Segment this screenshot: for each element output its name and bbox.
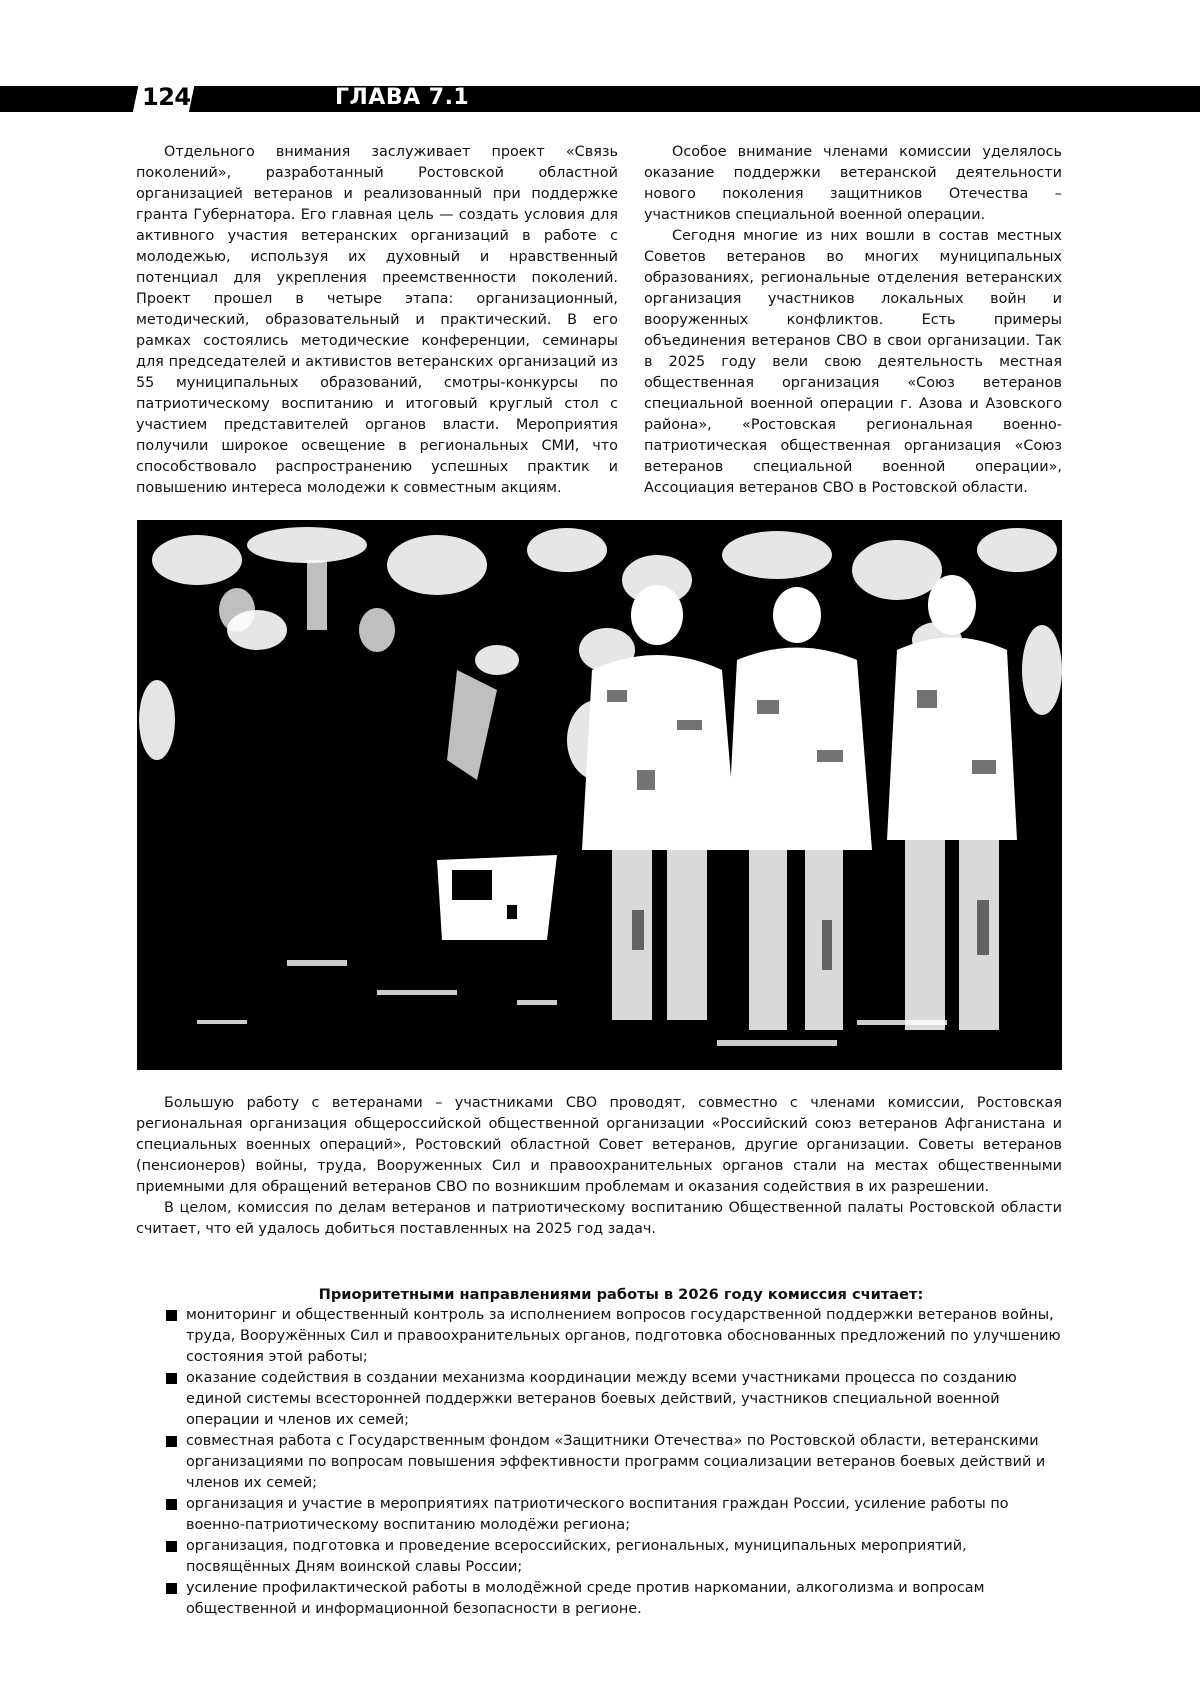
main-text (136, 1093, 1062, 1240)
paragraph: Большую работу с ветеранами – участниками СВО проводят, совместно с членами комиссии, Ростовская региональная организация общероссийской общественной организации «Российский союз ветеранов Афганистана и специальных военных операций», Ростовский областной Совет ветеранов, другие организации. Советы ветеранов (пенсионеров) войны, труда, Вооруженных Сил и правоохранительных органов стали на местах общественными приемными для обращений ветеранов СВО по возникшим проблемам и оказания содействия в их разрешении. (136, 1095, 1062, 1195)
list-item-text: организация и участие в мероприятиях патриотического воспитания граждан России, усиление работы по военно-патриотическому воспитанию молодёжи региона; (186, 1496, 1009, 1533)
list-item (166, 1578, 1062, 1620)
square-bullet-icon (166, 1373, 177, 1384)
list-item (166, 1431, 1062, 1494)
paragraph: В целом, комиссия по делам ветеранов и патриотическому воспитанию Общественной палаты Ростовской области считает, что ей удалось добиться поставленных на 2025 год задач. (136, 1200, 1062, 1237)
list-item (166, 1536, 1062, 1578)
list-item (166, 1305, 1062, 1368)
list-item-text: оказание содействия в создании механизма координации между всеми участниками процесса по созданию единой системы всесторонней поддержки ветеранов боевых действий, участников специальной военной операции и членов их семей; (186, 1370, 1017, 1428)
square-bullet-icon (166, 1310, 177, 1321)
list-item (166, 1494, 1062, 1536)
paragraph: Особое внимание членами комиссии уделялось оказание поддержки ветеранской деятельности нового поколения защитников Отечества – участников специальной военной операции. (644, 144, 1062, 223)
left-column (136, 142, 618, 499)
square-bullet-icon (166, 1499, 177, 1510)
list-item-text: совместная работа с Государственным фондом «Защитники Отечества» по Ростовской области, ветеранскими организациями по вопросам повышения эффективности программ социализации ветеранов боевых действий и членов их семей; (186, 1433, 1046, 1491)
priorities-heading: Приоритетными направлениями работы в 2026 году комиссия считает: (318, 1286, 924, 1303)
list-item-text: организация, подготовка и проведение всероссийских, региональных, муниципальных мероприятий, посвящённых Дням воинской славы России; (186, 1538, 967, 1575)
priorities-list (166, 1305, 1062, 1620)
list-item-text: мониторинг и общественный контроль за исполнением вопросов государственной поддержки ветеранов войны, труда, Вооружённых Сил и правоохранительных органов, подготовка обоснованных предложений по улучшению состояния этой работы; (186, 1307, 1061, 1365)
chapter-title: ГЛАВА 7.1 (335, 85, 470, 110)
square-bullet-icon (166, 1541, 177, 1552)
square-bullet-icon (166, 1583, 177, 1594)
right-column (644, 142, 1062, 499)
list-item (166, 1368, 1062, 1431)
photo-illustration (137, 520, 1062, 1070)
page-number: 124 (142, 83, 191, 111)
paragraph: Сегодня многие из них вошли в состав местных Советов ветеранов во многих муниципальных образованиях, региональные отделения ветеранских организация участников локальных войн и вооруженных конфликтов. Есть примеры объединения ветеранов СВО в свои организации. Так в 2025 году вели свою деятельность местная общественная организация «Союз ветеранов специальной военной операции г. Азова и Азовского района», «Ростовская региональная военно-патриотическая общественная организация «Союз ветеранов специальной военной операции», Ассоциация ветеранов СВО в Ростовской области. (644, 228, 1062, 496)
list-item-text: усиление профилактической работы в молодёжной среде против наркомании, алкоголизма и вопросам общественной и информационной безопасности в регионе. (186, 1580, 985, 1617)
paragraph: Отдельного внимания заслуживает проект «Связь поколений», разработанный Ростовской областной организацией ветеранов и реализованный при поддержке гранта Губернатора. Его главная цель — создать условия для активного участия ветеранских организаций в работе с молодежью, используя их духовный и нравственный потенциал для укрепления преемственности поколений. Проект прошел в четыре этапа: организационный, методический, образовательный и практический. В его рамках состоялись методические конференции, семинары для председателей и активистов ветеранских организаций из 55 муниципальных образований, смотры-конкурсы по патриотическому воспитанию и итоговый круглый стол с участием представителей органов власти. Мероприятия получили широкое освещение в региональных СМИ, что способствовало распространению успешных практик и повышению интереса молодежи к совместным акциям. (136, 144, 618, 496)
group-photo (137, 520, 1062, 1070)
square-bullet-icon (166, 1436, 177, 1447)
